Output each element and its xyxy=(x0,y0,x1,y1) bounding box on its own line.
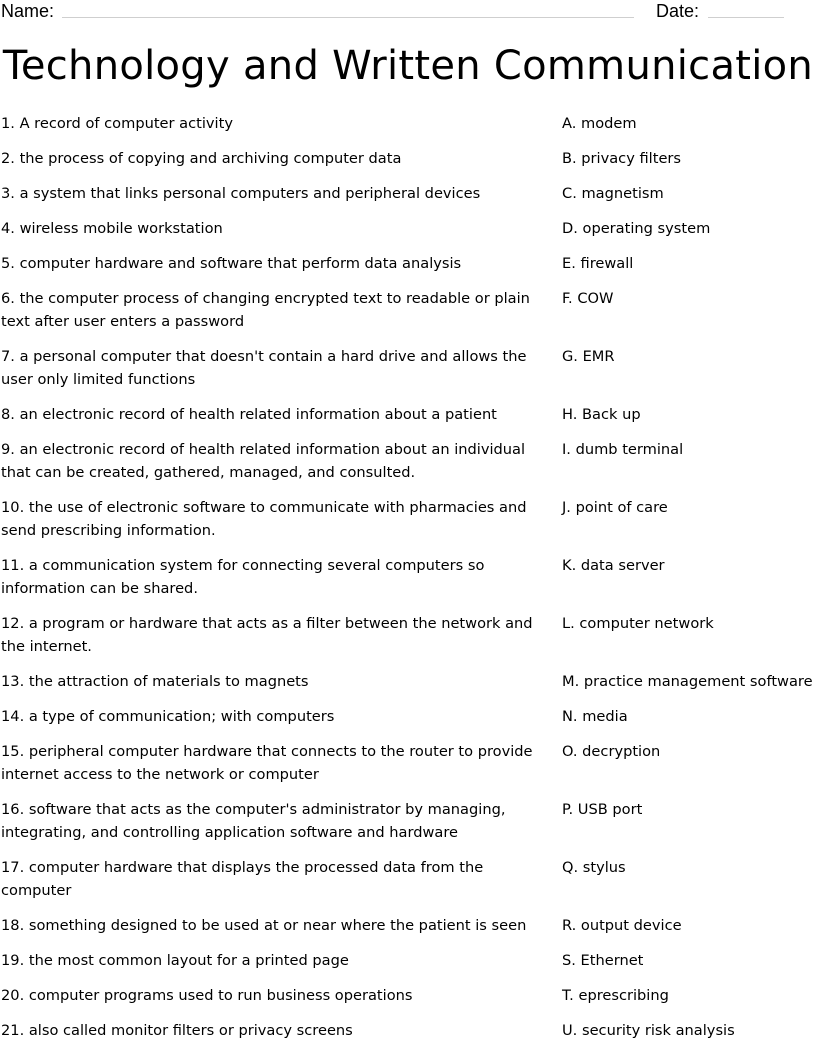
matching-row xyxy=(0,984,816,1007)
answer-option: P. USB port xyxy=(562,801,643,818)
matching-list xyxy=(0,112,816,1054)
answer-option: C. magnetism xyxy=(562,185,664,202)
answer-option: O. decryption xyxy=(562,743,661,760)
answer-option: K. data server xyxy=(562,557,665,574)
clue-text: 3. a system that links personal computers and peripheral devices xyxy=(1,185,481,202)
clue-text: 5. computer hardware and software that perform data analysis xyxy=(1,255,462,272)
clue-text: 15. peripheral computer hardware that connects to the router to provide internet access to the network or computer xyxy=(1,743,533,783)
clue-text: 2. the process of copying and archiving computer data xyxy=(1,150,402,167)
matching-row xyxy=(0,112,816,135)
name-label: Name: xyxy=(1,1,55,21)
name-blank-line[interactable] xyxy=(62,17,634,18)
answer-option: J. point of care xyxy=(562,499,668,516)
matching-row xyxy=(0,554,816,600)
answer-option: M. practice management software xyxy=(562,673,813,690)
matching-row xyxy=(0,496,816,542)
clue-text: 7. a personal computer that doesn't contain a hard drive and allows the user only limited functions xyxy=(1,348,527,388)
clue-text: 19. the most common layout for a printed page xyxy=(1,952,349,969)
matching-row xyxy=(0,612,816,658)
clue-text: 13. the attraction of materials to magnets xyxy=(1,673,309,690)
clue-text: 1. A record of computer activity xyxy=(1,115,233,132)
answer-option: L. computer network xyxy=(562,615,714,632)
matching-row xyxy=(0,705,816,728)
clue-text: 18. something designed to be used at or near where the patient is seen xyxy=(1,917,527,934)
answer-option: N. media xyxy=(562,708,628,725)
answer-option: R. output device xyxy=(562,917,682,934)
matching-row xyxy=(0,403,816,426)
matching-row xyxy=(0,182,816,205)
clue-text: 6. the computer process of changing encrypted text to readable or plain text after user enters a password xyxy=(1,290,530,330)
clue-text: 17. computer hardware that displays the processed data from the computer xyxy=(1,859,484,899)
answer-option: I. dumb terminal xyxy=(562,441,684,458)
answer-option: Q. stylus xyxy=(562,859,626,876)
matching-row xyxy=(0,798,816,844)
clue-text: 4. wireless mobile workstation xyxy=(1,220,223,237)
answer-option: A. modem xyxy=(562,115,637,132)
clue-text: 9. an electronic record of health related information about an individual that can be created, gathered, managed, and consulted. xyxy=(1,441,526,481)
date-label: Date: xyxy=(656,1,700,21)
matching-row xyxy=(0,1019,816,1042)
date-blank-line[interactable] xyxy=(708,17,784,18)
clue-text: 14. a type of communication; with computers xyxy=(1,708,335,725)
matching-row xyxy=(0,287,816,333)
answer-option: D. operating system xyxy=(562,220,711,237)
clue-text: 16. software that acts as the computer's administrator by managing, integrating, and controlling application software and hardware xyxy=(1,801,506,841)
answer-option: E. firewall xyxy=(562,255,634,272)
clue-text: 10. the use of electronic software to communicate with pharmacies and send prescribing information. xyxy=(1,499,527,539)
matching-row xyxy=(0,856,816,902)
answer-option: G. EMR xyxy=(562,348,615,365)
answer-option: U. security risk analysis xyxy=(562,1022,735,1039)
matching-row xyxy=(0,670,816,693)
worksheet-header xyxy=(0,0,816,24)
matching-row xyxy=(0,949,816,972)
clue-text: 8. an electronic record of health related information about a patient xyxy=(1,406,497,423)
answer-option: T. eprescribing xyxy=(562,987,669,1004)
matching-row xyxy=(0,217,816,240)
worksheet-title: Technology and Written Communication xyxy=(2,43,814,89)
clue-text: 20. computer programs used to run business operations xyxy=(1,987,413,1004)
matching-row xyxy=(0,438,816,484)
matching-row xyxy=(0,252,816,275)
answer-option: H. Back up xyxy=(562,406,641,423)
clue-text: 21. also called monitor filters or privacy screens xyxy=(1,1022,353,1039)
matching-row xyxy=(0,345,816,391)
answer-option: S. Ethernet xyxy=(562,952,644,969)
matching-row xyxy=(0,147,816,170)
clue-text: 12. a program or hardware that acts as a filter between the network and the internet. xyxy=(1,615,533,655)
matching-row xyxy=(0,914,816,937)
matching-row xyxy=(0,740,816,786)
answer-option: B. privacy filters xyxy=(562,150,682,167)
clue-text: 11. a communication system for connecting several computers so information can be shared. xyxy=(1,557,485,597)
answer-option: F. COW xyxy=(562,290,614,307)
